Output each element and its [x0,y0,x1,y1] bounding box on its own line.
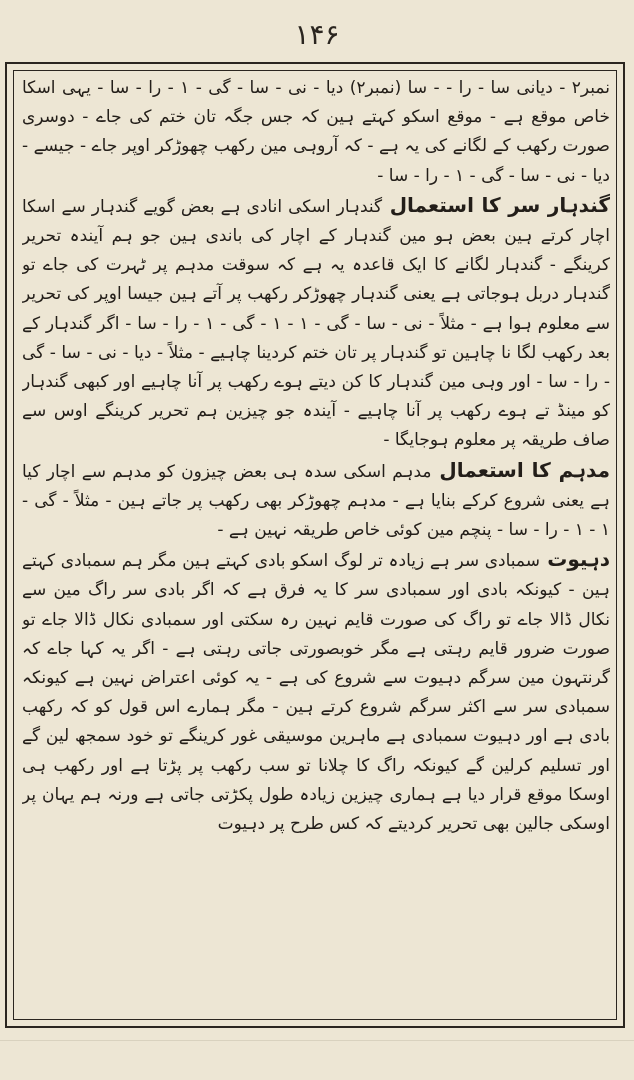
paragraph-heading-madhyam: مدہم کا استعمال [431,457,610,482]
scan-edge-line [0,1040,634,1041]
page-number: ۱۴۶ [294,18,340,51]
paragraph-text: سمبادی سر ہے زیادہ تر لوگ اسکو بادی کہتے ہین مگر ہم سمبادی کہتے ہین - کیونکہ بادی اور سمبادی سر کا یہ فرق ہے کہ اگر بادی سر راگ مین سے نکال ڈالا جاے تو راگ کی صورت قایم نہین رہ سکتی اور سمبادی نکال ڈالا جاے تو صورت ضرور قایم رہتی ہے مگر خوبصورتی جاتی رہتی ہے - اگر یہ کہا جاے کہ گرنتہون مین سرگم دہیوت سے شروع کی ہے - یہ کوئی اعتراض نہین ہے کیونکہ سمبادی سر سے اکثر سرگم شروع کرتے ہین - مگر ہمارے اس قول کو کہ رکھب بادی ہے اور دہیوت سمبادی ہے ماہرین موسیقی غور کرینگے تو خود سمجھ لین گے اور تسلیم کرلین گے کیونکہ راگ کا چلانا تو سب رکھب پر پڑتا ہے اور رکھب ہی اوسکا موقع قرار دیا ہے ہماری چیزین زیادہ طول پکڑتی جاتی ہے ورنہ ہم یہان پر اوسکی جالین بھی تحریر کردیتے کہ کس طرح پر دہیوت [22,551,610,835]
paragraph-1 [22,72,610,191]
paragraph-heading-gandhar: گندہار سر کا استعمال [382,192,610,217]
paragraph-text: نمبر۲ - دیانی سا - را - - سا (نمبر۲) دیا - نی - سا - گی - ۱ - را - سا - یہی اسکا خاص موقع ہے - موقع اسکو کہتے ہین کہ جس جگہ تان ختم کی جاے - دوسری صورت رکھب کے لگانے کی یہ ہے - کہ آروہی مین رکھب چھوڑکر اوپر جاے - جیسے - دیا - نی - سا - گی - ۱ - را - سا - [22,78,610,186]
paragraph-text: گندہار اسکی انادی ہے بعض گویے گندہار سے اسکا اچار کرتے ہین بعض ہو مین گندہار کے اچار کی باندی ہین جو ہم آیندہ تحریر کرینگے - گندہار لگانے کا ایک قاعدہ یہ ہے کہ سوقت مدہم پر ٹہرت کی جاے تو گندہار دربل ہوجاتی ہے یعنی گندہار چھوڑکر رکھب پر آتے ہین جیسا اوپر کی تحریر سے معلوم ہوا ہے - مثلاً - نی - سا - گی - ۱ - ۱ - گی - ۱ - را - سا - اگر گندہار کے بعد رکھب لگا نا چاہین تو گندہار پر تان ختم کردینا چاہیے - مثلاً - دیا - نی - سا - گی - را - سا - اور وہی مین گندہار کا کن دیتے ہوے رکھب پر آنا چاہیے اور کبھی گندہار کو مینڈ تے ہوے رکھب پر آنا چاہیے - آیندہ جو چیزین ہم تحریر کرینگے اوس سے صاف طریقہ پر معلوم ہوجایگا - [22,196,610,451]
paragraph-4 [22,545,610,839]
paragraph-heading-dhaivat: دہیوت [540,547,610,572]
paragraph-text: مدہم اسکی سدہ ہی بعض چیزون کو مدہم سے اچار کیا ہے یعنی شروع کرکے بنایا ہے - مدہم چھوڑکر بھی رکھب پر جاتے ہین - مثلاً - گی - ۱ - ۱ - را - سا - پنچم مین کوئی خاص طریقہ نہین ہے - [22,461,610,541]
paragraph-3 [22,456,610,546]
paragraph-2 [22,191,610,456]
page-body [22,72,610,1016]
